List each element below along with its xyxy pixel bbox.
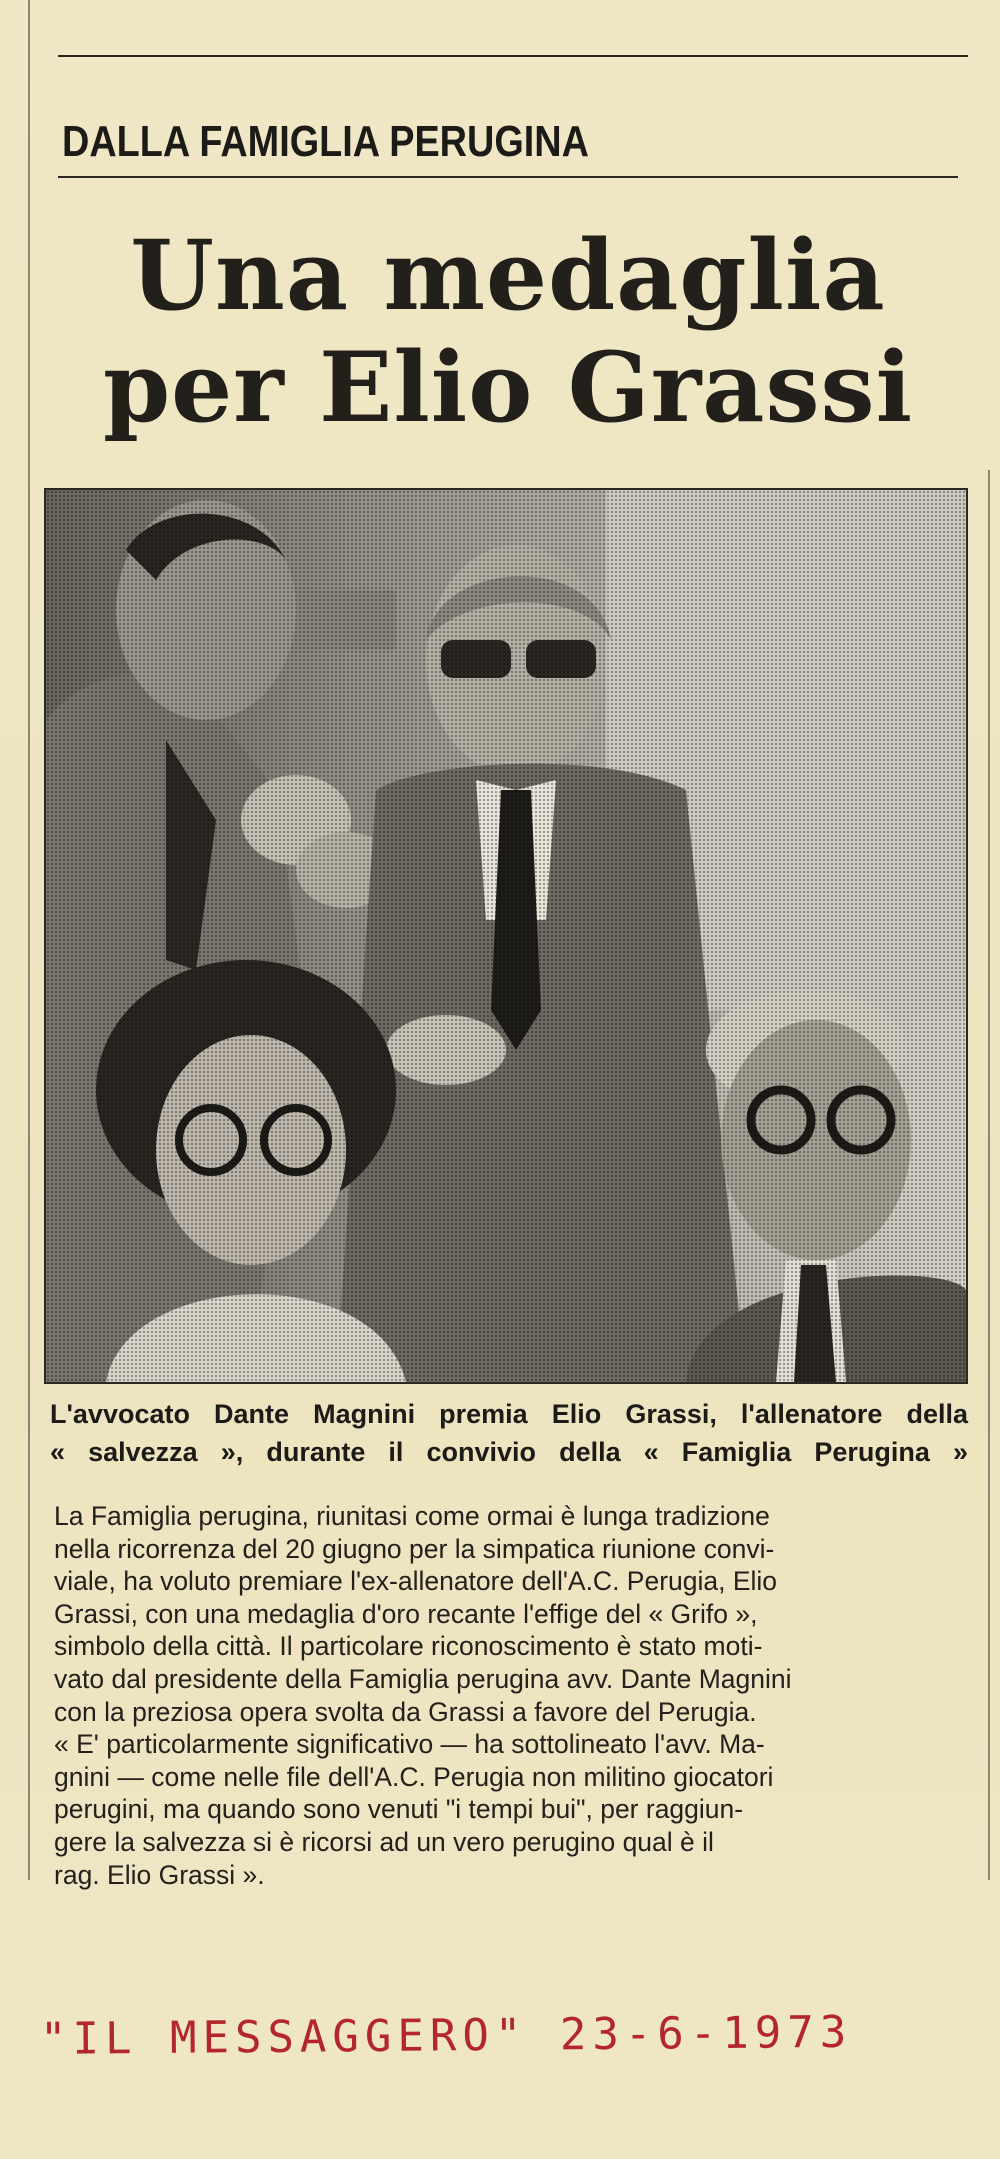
body-line: simbolo della città. Il particolare riconoscimento è stato moti- (54, 1631, 763, 1662)
news-photo (44, 488, 968, 1384)
body-line: perugini, ma quando sono venuti "i tempi bui", per raggiun- (54, 1794, 744, 1825)
body-line: gnini — come nelle file dell'A.C. Perugia non militino giocatori (54, 1761, 774, 1792)
body-line: gere la salvezza si è ricorsi ad un vero perugino qual è il (54, 1826, 714, 1857)
body-line: « E' particolarmente significativo — ha sottolineato l'avv. Ma- (54, 1729, 765, 1760)
body-line: nella ricorrenza del 20 giugno per la simpatica riunione convi- (54, 1533, 775, 1564)
body-line: vato dal presidente della Famiglia perugina avv. Dante Magnini (54, 1663, 792, 1694)
column-rule-left (28, 0, 30, 1880)
headline-line-2: per Elio Grassi (102, 331, 914, 444)
body-line: viale, ha voluto premiare l'ex-allenatore dell'A.C. Perugia, Elio (54, 1566, 778, 1597)
kicker-rule (58, 176, 958, 178)
caption-line: « salvezza », durante il convivio della « Famiglia Perugina » (50, 1437, 968, 1467)
headline (58, 220, 958, 444)
column-rule-right (988, 470, 990, 1880)
caption-line: L'avvocato Dante Magnini premia Elio Grassi, l'allenatore della (50, 1399, 968, 1429)
headline-line-1: Una medaglia (130, 219, 886, 332)
photo-caption (50, 1395, 968, 1471)
body-line: La Famiglia perugina, riunitasi come ormai è lunga tradizione (54, 1501, 770, 1531)
handwritten-source-annotation: "IL MESSAGGERO" 23-6-1973 (39, 2006, 853, 2065)
article-body (54, 1500, 964, 1891)
section-kicker: DALLA FAMIGLIA PERUGINA (62, 117, 589, 166)
body-line: con la preziosa opera svolta da Grassi a favore del Perugia. (54, 1696, 757, 1727)
top-rule (58, 55, 968, 57)
body-line: rag. Elio Grassi ». (54, 1859, 265, 1890)
body-line: Grassi, con una medaglia d'oro recante l'effige del « Grifo », (54, 1598, 758, 1629)
photo-illustration (46, 490, 966, 1382)
